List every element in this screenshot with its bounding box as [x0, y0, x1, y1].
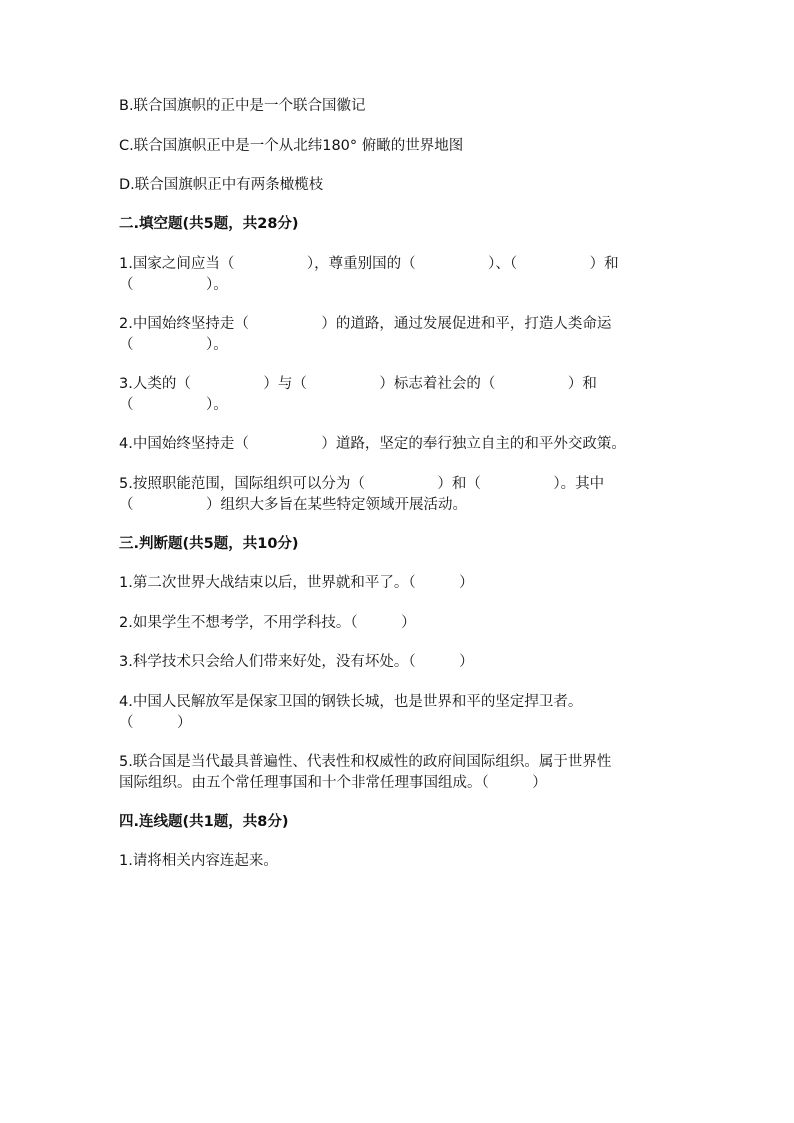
- judge-q3: 3.科学技术只会给人们带来好处，没有坏处。（ ）: [119, 654, 474, 670]
- section-fill-blank-title: 二.填空题(共5题，共28分): [119, 216, 299, 232]
- fill-q1-line2: （ ）。: [119, 277, 228, 293]
- option-c: C.联合国旗帜正中是一个从北纬180° 俯瞰的世界地图: [119, 138, 464, 154]
- matching-q1: 1.请将相关内容连起来。: [119, 853, 278, 869]
- fill-q4-line1: 4.中国始终坚持走（ ）道路，坚定的奉行独立自主的和平外交政策。: [119, 436, 626, 452]
- fill-q2-line2: （ ）。: [119, 337, 228, 353]
- fill-q5-line2: （ ）组织大多旨在某些特定领域开展活动。: [119, 497, 467, 513]
- judge-q2: 2.如果学生不想考学，不用学科技。（ ）: [119, 615, 416, 631]
- fill-q3-line2: （ ）。: [119, 397, 228, 413]
- fill-q2-line1: 2.中国始终坚持走（ ）的道路，通过发展促进和平，打造人类命运: [119, 316, 612, 332]
- fill-q3-line1: 3.人类的（ ）与（ ）标志着社会的（ ）和: [119, 376, 597, 392]
- judge-q5-line1: 5.联合国是当代最具普遍性、代表性和权威性的政府间国际组织。属于世界性: [119, 754, 612, 770]
- judge-q4-line1: 4.中国人民解放军是保家卫国的钢铁长城，也是世界和平的坚定捍卫者。: [119, 694, 583, 710]
- judge-q4-line2: （ ）: [119, 715, 192, 731]
- judge-q5-line2: 国际组织。由五个常任理事国和十个非常任理事国组成。（ ）: [119, 775, 547, 791]
- judge-q1: 1.第二次世界大战结束以后，世界就和平了。（ ）: [119, 575, 474, 591]
- option-d: D.联合国旗帜正中有两条橄榄枝: [119, 177, 324, 193]
- fill-q1-line1: 1.国家之间应当（ ），尊重别国的（ ）、（ ）和: [119, 256, 619, 272]
- section-judgment-title: 三.判断题(共5题，共10分): [119, 536, 299, 552]
- option-b: B.联合国旗帜的正中是一个联合国徽记: [119, 98, 366, 114]
- section-matching-title: 四.连线题(共1题，共8分): [119, 814, 289, 830]
- fill-q5-line1: 5.按照职能范围，国际组织可以分为（ ）和（ ）。其中: [119, 476, 605, 492]
